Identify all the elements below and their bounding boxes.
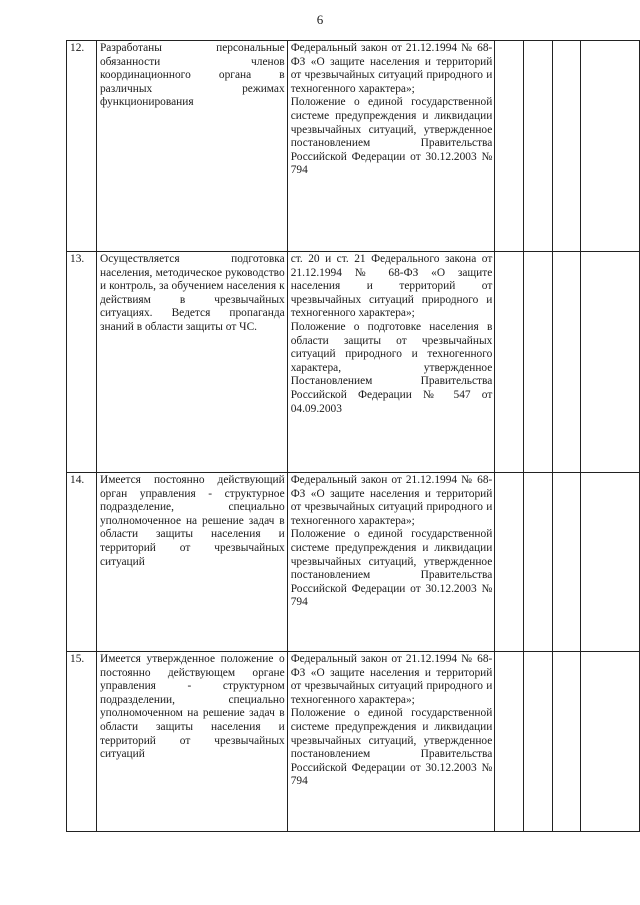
check-yes-cell[interactable] (495, 652, 524, 832)
legal-basis-paragraph: Положение о единой государственной системе предупреждения и ликвидации чрезвычайных ситуаций, утвержденное постановлением Правительства Российской Федерации от 30.12.2003 № 794 (290, 96, 493, 177)
check-yes-cell[interactable] (495, 252, 524, 473)
legal-basis-cell (287, 652, 495, 832)
check-na-cell[interactable] (553, 252, 581, 473)
legal-basis-cell (287, 41, 495, 252)
notes-cell[interactable] (581, 652, 640, 832)
check-no-cell[interactable] (524, 41, 553, 252)
requirement-cell: Имеется постоянно действующий орган управления - структурное подразделение, специально уполномоченное на решение задач в области защиты населения и территорий от чрезвычайных ситуаций (96, 473, 287, 652)
legal-basis-paragraph: ст. 20 и ст. 21 Федерального закона от 21.12.1994 № 68-ФЗ «О защите населения и территорий от чрезвычайных ситуаций природного и техногенного характера»; (290, 253, 493, 320)
row-number: 12. (67, 41, 97, 252)
legal-basis-paragraph: Федеральный закон от 21.12.1994 № 68-ФЗ «О защите населения и территорий от чрезвычайных ситуаций природного и техногенного характера»; (290, 474, 493, 527)
legal-basis-paragraph: Положение о подготовке населения в области защиты от чрезвычайных ситуаций природного и техногенного характера, утвержденное Постановлением Правительства Российской Федерации № 547 от 04.09.2003 (290, 320, 493, 415)
row-number: 15. (67, 652, 97, 832)
requirement-cell: Имеется утвержденное положение о постоянно действующем органе управления - структурном подразделении, специально уполномоченном на решение задач в области защиты населения и территорий от чрезвычайных ситуаций (96, 652, 287, 832)
check-yes-cell[interactable] (495, 473, 524, 652)
table-row (67, 41, 640, 252)
requirement-cell: Осуществляется подготовка населения, методическое руководство и контроль, за обучением населения к действиям в чрезвычайных ситуациях. Ведется пропаганда знаний в области защиты от ЧС. (96, 252, 287, 473)
table-row (67, 652, 640, 832)
page-number: 6 (316, 12, 324, 27)
checklist-table (66, 40, 640, 832)
check-yes-cell[interactable] (495, 41, 524, 252)
notes-cell[interactable] (581, 473, 640, 652)
check-na-cell[interactable] (553, 41, 581, 252)
check-no-cell[interactable] (524, 652, 553, 832)
notes-cell[interactable] (581, 252, 640, 473)
legal-basis-paragraph: Положение о единой государственной системе предупреждения и ликвидации чрезвычайных ситуаций, утвержденное постановлением Правительства Российской Федерации от 30.12.2003 № 794 (290, 528, 493, 609)
check-no-cell[interactable] (524, 252, 553, 473)
legal-basis-paragraph: Федеральный закон от 21.12.1994 № 68-ФЗ «О защите населения и территорий от чрезвычайных ситуаций природного и техногенного характера»; (290, 42, 493, 95)
check-no-cell[interactable] (524, 473, 553, 652)
legal-basis-paragraph: Федеральный закон от 21.12.1994 № 68-ФЗ «О защите населения и территорий от чрезвычайных ситуаций природного и техногенного характера»; (290, 653, 493, 706)
table-row (67, 252, 640, 473)
requirement-cell: Разработаны персональные обязанности членов координационного органа в различных режимах функционирования (96, 41, 287, 252)
legal-basis-cell (287, 252, 495, 473)
legal-basis-paragraph: Положение о единой государственной системе предупреждения и ликвидации чрезвычайных ситуаций, утвержденное постановлением Правительства Российской Федерации от 30.12.2003 № 794 (290, 707, 493, 788)
check-na-cell[interactable] (553, 473, 581, 652)
check-na-cell[interactable] (553, 652, 581, 832)
row-number: 13. (67, 252, 97, 473)
legal-basis-cell (287, 473, 495, 652)
table-row (67, 473, 640, 652)
row-number: 14. (67, 473, 97, 652)
notes-cell[interactable] (581, 41, 640, 252)
